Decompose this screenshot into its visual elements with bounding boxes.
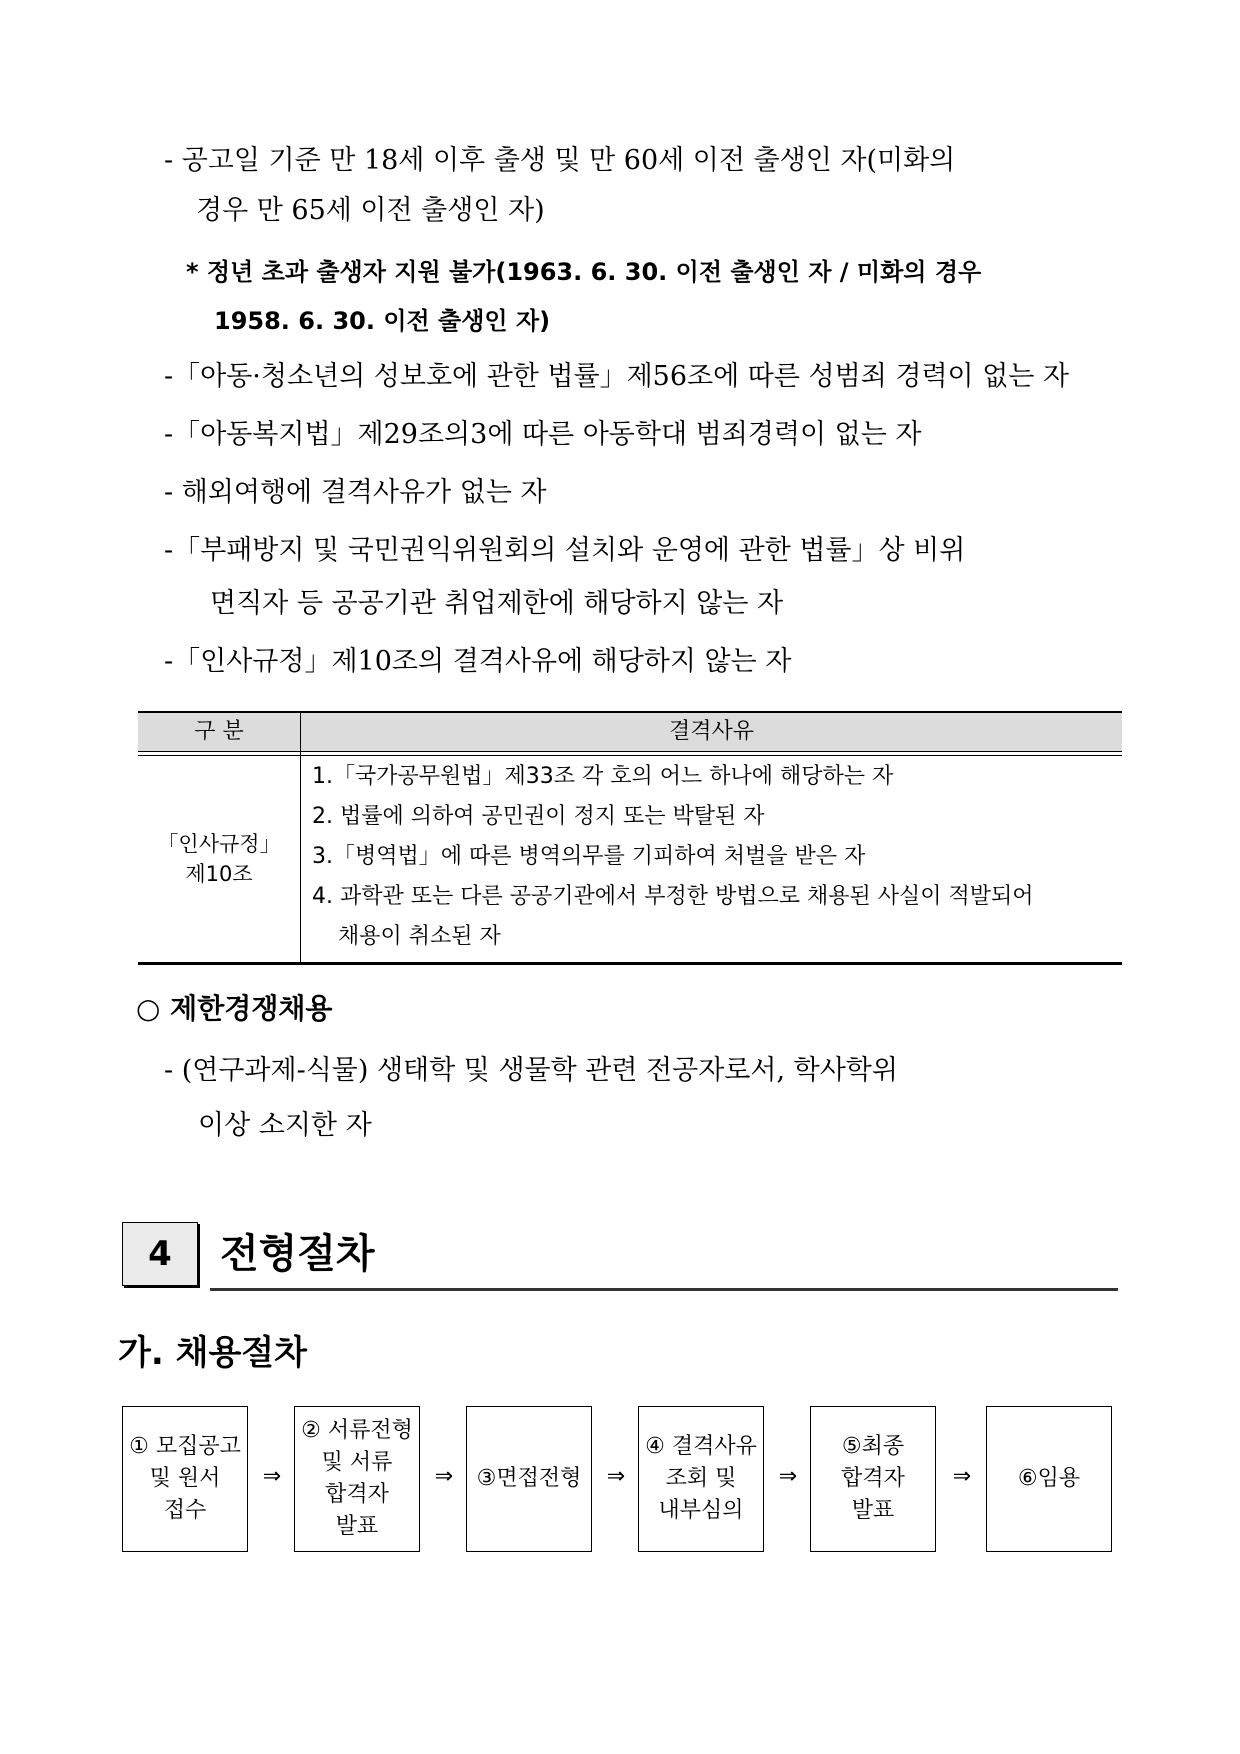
disqualification-table xyxy=(138,711,1122,965)
anticorruption-law-line2: 면직자 등 공공기관 취업제한에 해당하지 않는 자 xyxy=(210,588,784,619)
table-header-category: 구 분 xyxy=(194,719,244,744)
section-number-box: 4 xyxy=(122,1222,198,1286)
disqualification-item: 4. 과학관 또는 다른 공공기관에서 부정한 방법으로 채용된 사실이 적발되어 xyxy=(312,884,1034,909)
step-line: ⑤최종 xyxy=(841,1434,905,1459)
step-line: ④ 결격사유 xyxy=(645,1434,757,1459)
flow-arrow: ⇒ xyxy=(262,1464,282,1489)
personnel-rule-line: -「인사규정」제10조의 결격사유에 해당하지 않는 자 xyxy=(164,646,792,677)
disqualification-items xyxy=(312,757,1112,957)
table-header-divider xyxy=(138,751,1122,752)
restricted-hiring-line2: 이상 소지한 자 xyxy=(198,1110,372,1141)
step-line: 및 원서 xyxy=(149,1466,221,1491)
section-title: 전형절차 xyxy=(220,1231,375,1277)
step-line: 조회 및 xyxy=(665,1466,737,1491)
disqualification-item: 1.「국가공무원법」제33조 각 호의 어느 하나에 해당하는 자 xyxy=(312,764,894,789)
disqualification-item: 2. 법률에 의하여 공민권이 정지 또는 박탈된 자 xyxy=(312,804,765,829)
flow-arrow: ⇒ xyxy=(606,1464,626,1489)
child-welfare-law-line: -「아동복지법」제29조의3에 따른 아동학대 범죄경력이 없는 자 xyxy=(164,419,922,450)
disqualification-item: 3.「병역법」에 따른 병역의무를 기피하여 처벌을 받은 자 xyxy=(312,844,866,869)
flow-step-disqualification-check xyxy=(638,1406,764,1552)
age-requirement-line1: - 공고일 기준 만 18세 이후 출생 및 만 60세 이전 출생인 자(미화의 xyxy=(164,145,956,176)
step-line: ② 서류전형 xyxy=(301,1418,413,1443)
section-title-underline xyxy=(210,1288,1118,1291)
flow-arrow: ⇒ xyxy=(952,1464,972,1489)
step-line: 발표 xyxy=(335,1514,379,1539)
subsection-title: 가. 채용절차 xyxy=(118,1333,307,1373)
flow-step-document-screening xyxy=(294,1406,420,1552)
overseas-travel-line: - 해외여행에 결격사유가 없는 자 xyxy=(164,477,547,508)
retirement-note-line1: * 정년 초과 출생자 지원 불가(1963. 6. 30. 이전 출생인 자 / 미화의 경우 xyxy=(186,258,982,286)
flow-arrow: ⇒ xyxy=(434,1464,454,1489)
table-bottom-border xyxy=(138,962,1122,965)
table-header-reason: 결격사유 xyxy=(668,719,754,744)
step-line: 발표 xyxy=(851,1498,895,1523)
youth-protection-law-line: -「아동·청소년의 성보호에 관한 법률」제56조에 따른 성범죄 경력이 없는 자 xyxy=(164,361,1070,392)
flow-step-interview xyxy=(466,1406,592,1552)
restricted-hiring-line1: - (연구과제-식물) 생태학 및 생물학 관련 전공자로서, 학사학위 xyxy=(164,1055,898,1086)
category-line2: 제10조 xyxy=(185,862,253,886)
retirement-note-line2: 1958. 6. 30. 이전 출생인 자) xyxy=(214,307,551,335)
step-line: 내부심의 xyxy=(658,1498,744,1523)
step-line: ⑥임용 xyxy=(1017,1466,1081,1491)
disqualification-item-continuation: 채용이 취소된 자 xyxy=(338,924,501,949)
flow-step-appointment xyxy=(986,1406,1112,1552)
step-line: ① 모집공고 xyxy=(129,1434,241,1459)
flow-step-final-announcement xyxy=(810,1406,936,1552)
step-line: 합격자 xyxy=(325,1482,389,1507)
anticorruption-law-line1: -「부패방지 및 국민권익위원회의 설치와 운영에 관한 법률」상 비위 xyxy=(164,535,966,566)
flow-arrow: ⇒ xyxy=(778,1464,798,1489)
step-line: 합격자 xyxy=(841,1466,905,1491)
restricted-hiring-title: ○ 제한경쟁채용 xyxy=(136,992,333,1025)
flow-step-recruitment-notice xyxy=(122,1406,248,1552)
step-line: ③면접전형 xyxy=(476,1466,582,1491)
table-category-cell xyxy=(138,756,300,962)
category-line1: 「인사규정」 xyxy=(157,832,281,856)
step-line: 접수 xyxy=(163,1498,207,1523)
step-line: 및 서류 xyxy=(321,1450,393,1475)
age-requirement-line2: 경우 만 65세 이전 출생인 자) xyxy=(196,195,545,226)
